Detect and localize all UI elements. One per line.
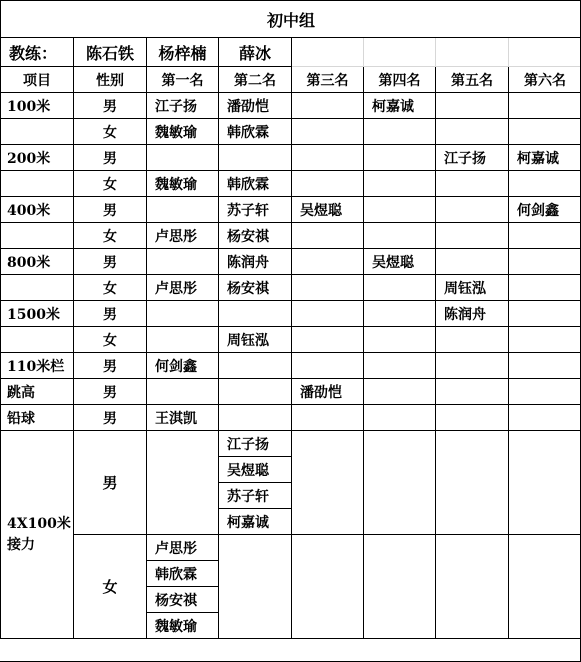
result-cell <box>219 301 292 327</box>
result-cell <box>219 353 292 379</box>
table-row <box>1 405 581 431</box>
table-row <box>1 145 581 171</box>
table-row <box>1 275 581 301</box>
result-cell <box>509 93 581 119</box>
result-cell <box>147 301 219 327</box>
empty-cell <box>436 38 509 67</box>
event-name: 200米 <box>1 145 74 171</box>
gender-cell: 男 <box>74 93 147 119</box>
result-cell: 卢思彤 <box>147 275 219 301</box>
event-name: 800米 <box>1 249 74 275</box>
result-cell <box>509 171 581 197</box>
column-header: 性别 <box>74 67 147 93</box>
table-row <box>1 223 581 249</box>
result-cell: 何剑鑫 <box>509 197 581 223</box>
event-name <box>1 431 74 639</box>
result-cell <box>292 301 364 327</box>
result-cell <box>436 327 509 353</box>
table-row <box>1 93 581 119</box>
result-cell <box>509 327 581 353</box>
relay-member: 杨安祺 <box>147 587 219 613</box>
result-cell: 江子扬 <box>436 145 509 171</box>
result-cell <box>436 93 509 119</box>
result-cell <box>364 327 436 353</box>
coach-name: 杨梓楠 <box>147 38 219 67</box>
result-cell <box>147 197 219 223</box>
empty-cell <box>292 535 364 639</box>
result-cell <box>364 171 436 197</box>
result-cell <box>219 405 292 431</box>
empty-cell <box>147 431 219 535</box>
result-cell <box>292 249 364 275</box>
result-cell <box>292 405 364 431</box>
empty-cell <box>1 171 74 197</box>
column-header: 第五名 <box>436 67 509 93</box>
result-cell: 杨安祺 <box>219 275 292 301</box>
table-row <box>1 379 581 405</box>
result-cell: 何剑鑫 <box>147 353 219 379</box>
result-cell <box>292 353 364 379</box>
gender-cell: 男 <box>74 379 147 405</box>
relay-member: 魏敏瑜 <box>147 613 219 639</box>
gender-cell: 男 <box>74 353 147 379</box>
result-cell <box>436 405 509 431</box>
result-cell <box>364 145 436 171</box>
empty-cell <box>509 38 581 67</box>
result-cell: 周钰泓 <box>436 275 509 301</box>
coach-name: 陈石铁 <box>74 38 147 67</box>
empty-cell <box>219 535 292 639</box>
empty-cell <box>292 431 364 535</box>
result-cell <box>364 405 436 431</box>
relay-event-line2: 接力 <box>7 536 35 553</box>
result-cell <box>509 223 581 249</box>
result-cell: 柯嘉诚 <box>509 145 581 171</box>
empty-cell <box>509 535 581 639</box>
coach-name: 薛冰 <box>219 38 292 67</box>
relay-event-line1: 4X100米 <box>7 515 71 532</box>
result-cell <box>436 249 509 275</box>
event-name: 1500米 <box>1 301 74 327</box>
result-cell <box>292 327 364 353</box>
result-cell <box>509 353 581 379</box>
result-cell <box>364 301 436 327</box>
table-row <box>1 119 581 145</box>
result-cell <box>509 119 581 145</box>
column-header: 第二名 <box>219 67 292 93</box>
result-cell: 魏敏瑜 <box>147 119 219 145</box>
gender-cell: 男 <box>74 145 147 171</box>
result-cell <box>364 353 436 379</box>
table-row <box>1 535 581 561</box>
relay-member: 韩欣霖 <box>147 561 219 587</box>
event-name: 400米 <box>1 197 74 223</box>
empty-cell <box>364 431 436 535</box>
result-cell <box>364 379 436 405</box>
result-cell <box>364 197 436 223</box>
empty-cell <box>1 275 74 301</box>
result-cell <box>436 353 509 379</box>
gender-cell: 女 <box>74 223 147 249</box>
relay-member: 柯嘉诚 <box>219 509 292 535</box>
result-cell <box>292 119 364 145</box>
event-name: 110米栏 <box>1 353 74 379</box>
result-cell <box>436 171 509 197</box>
result-cell <box>436 119 509 145</box>
result-cell <box>509 301 581 327</box>
column-header: 第三名 <box>292 67 364 93</box>
result-cell: 魏敏瑜 <box>147 171 219 197</box>
result-cell <box>292 93 364 119</box>
event-name: 100米 <box>1 93 74 119</box>
gender-cell: 女 <box>74 119 147 145</box>
result-cell: 柯嘉诚 <box>364 93 436 119</box>
empty-cell <box>1 119 74 145</box>
result-cell <box>436 197 509 223</box>
gender-cell: 男 <box>74 431 147 535</box>
gender-cell: 男 <box>74 405 147 431</box>
result-cell: 吴煜聪 <box>364 249 436 275</box>
result-cell: 杨安祺 <box>219 223 292 249</box>
table-row <box>1 249 581 275</box>
relay-member: 苏子轩 <box>219 483 292 509</box>
result-cell <box>509 249 581 275</box>
table-row <box>1 353 581 379</box>
result-cell <box>292 275 364 301</box>
empty-cell <box>436 431 509 535</box>
empty-cell <box>509 431 581 535</box>
table-title: 初中组 <box>1 1 581 38</box>
result-cell <box>147 249 219 275</box>
result-cell <box>147 145 219 171</box>
empty-cell <box>436 535 509 639</box>
table-row <box>1 301 581 327</box>
result-cell <box>219 145 292 171</box>
empty-cell <box>364 38 436 67</box>
result-cell: 苏子轩 <box>219 197 292 223</box>
empty-cell <box>292 38 364 67</box>
result-cell: 韩欣霖 <box>219 171 292 197</box>
result-cell <box>147 379 219 405</box>
empty-cell <box>1 223 74 249</box>
coach-row <box>1 38 581 67</box>
relay-member: 卢思彤 <box>147 535 219 561</box>
result-cell <box>147 327 219 353</box>
table-row <box>1 431 581 457</box>
gender-cell: 女 <box>74 275 147 301</box>
table-row <box>1 327 581 353</box>
result-cell <box>292 171 364 197</box>
table-row <box>1 197 581 223</box>
gender-cell: 男 <box>74 249 147 275</box>
gender-cell: 男 <box>74 301 147 327</box>
result-cell <box>436 379 509 405</box>
column-header: 第一名 <box>147 67 219 93</box>
title-row <box>1 1 581 38</box>
gender-cell: 女 <box>74 535 147 639</box>
gender-cell: 女 <box>74 327 147 353</box>
column-header: 项目 <box>1 67 74 93</box>
result-cell <box>364 223 436 249</box>
result-cell <box>364 275 436 301</box>
result-cell: 王淇凯 <box>147 405 219 431</box>
header-row <box>1 67 581 93</box>
result-cell <box>292 223 364 249</box>
result-cell <box>364 119 436 145</box>
relay-member: 江子扬 <box>219 431 292 457</box>
column-header: 第六名 <box>509 67 581 93</box>
column-header: 第四名 <box>364 67 436 93</box>
empty-cell <box>364 535 436 639</box>
result-cell: 吴煜聪 <box>292 197 364 223</box>
event-name: 铅球 <box>1 405 74 431</box>
result-cell <box>292 145 364 171</box>
result-cell: 周钰泓 <box>219 327 292 353</box>
result-cell <box>509 379 581 405</box>
result-cell: 江子扬 <box>147 93 219 119</box>
relay-member: 吴煜聪 <box>219 457 292 483</box>
result-cell: 陈润舟 <box>436 301 509 327</box>
result-cell <box>436 223 509 249</box>
result-cell: 潘劭恺 <box>219 93 292 119</box>
result-cell <box>219 379 292 405</box>
result-cell: 潘劭恺 <box>292 379 364 405</box>
gender-cell: 男 <box>74 197 147 223</box>
event-name: 跳高 <box>1 379 74 405</box>
gender-cell: 女 <box>74 171 147 197</box>
empty-cell <box>1 327 74 353</box>
result-cell <box>509 405 581 431</box>
result-cell: 卢思彤 <box>147 223 219 249</box>
result-cell: 陈润舟 <box>219 249 292 275</box>
table-row <box>1 171 581 197</box>
result-cell <box>509 275 581 301</box>
result-cell: 韩欣霖 <box>219 119 292 145</box>
coach-label: 教练： <box>1 38 74 67</box>
